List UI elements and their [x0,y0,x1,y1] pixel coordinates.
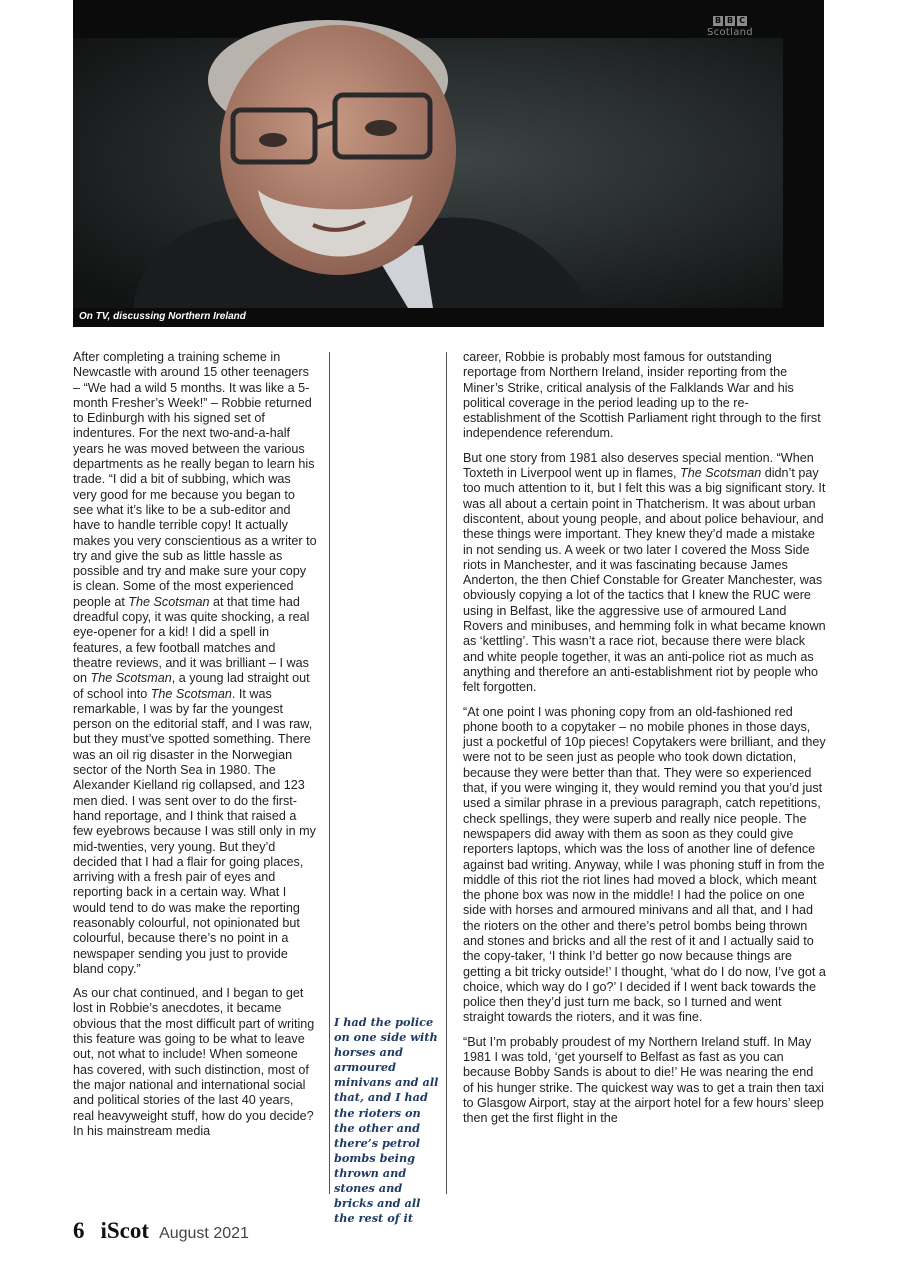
paragraph: But one story from 1981 also deserves special mention. “When Toxteth in Liverpool went up in flames, The Scotsman didn’t pay too much attention to it, but I felt this was a big significant story. It was all about a certain point in Thatcherism. It was about urban discontent, about young people, and about police behaviour, and these things were important. They knew they’d made a mistake in not sending us. A week or two later I covered the Moss Side riots in Manchester, and it was fascinating because James Anderton, the then Chief Constable for Greater Manchester, was obviously copying a lot of the tactics that I knew the RUC were using in Belfast, like the aggressive use of armoured Land Rovers and minibuses, and hemming folk in what became known as ‘kettling’. This wasn’t a race riot, because there were black and white people together, it was an anti-police riot as much as anything and therefore an anti-establishment riot by people who felt forgotten. [463,450,826,695]
article-column-right [463,350,826,1136]
photo-caption: On TV, discussing Northern Ireland [79,311,246,322]
article-column-left [73,350,317,1148]
column-divider [446,352,447,1194]
page-footer [73,1218,249,1244]
page-number: 6 [73,1218,85,1243]
logo-subtitle: Scotland [707,27,753,38]
tv-still-photo [73,0,824,327]
magazine-title: iScot [100,1218,150,1243]
broadcaster-logo [706,16,754,38]
logo-box: B [726,16,734,25]
man-portrait-illustration [73,0,824,327]
paragraph: As our chat continued, and I began to get lost in Robbie’s anecdotes, it became obvious that the most difficult part of writing this feature was going to be what to leave out, not what to include! When someone has covered, with such distinction, most of the major national and international social and political stories of the last 40 years, real heavyweight stuff, how do you decide? In his mainstream media [73,986,315,1138]
paragraph: After completing a training scheme in Newcastle with around 15 other teenagers – “We had a wild 5 months. It was like a 5-month Fresher’s Week!” – Robbie returned to Edinburgh with his signed set of indentures. For the next two-and-a-half years he was moved between the various departments as he really began to learn his trade. “I did a bit of subbing, which was very good for me because you began to see what it’s like to be a sub-editor and have to handle terrible copy! It actually makes you very conscientious as a writer to try and give the sub as little hassle as possible and try and make sure your copy is clean. Some of the most experienced people at The Scotsman at that time had dreadful copy, it was quite shocking, a real eye-opener for a kid! I did a spell in features, a few football matches and theatre reviews, and it was brilliant – I was on The Scotsman, a young lad straight out of school into The Scotsman. It was remarkable, I was by far the youngest person on the editorial staff, and I was raw, but they must’ve spotted something. There was an oil rig disaster in the Norwegian sector of the North Sea in 1980. The Alexander Kielland rig collapsed, and 123 men died. I was sent over to do the first-hand reportage, and I think that raised a few eyebrows because I was still only in my mid-twenties, very young. But they’d decided that I had a flair for going places, arriving with a fresh pair of eyes and reporting back in a certain way. What I would tend to do was make the reporting reasonably colourful, not opinionated but colourful, because there’s no point in a newspaper sending you just to provide bland copy.” [73,350,317,976]
paragraph: “At one point I was phoning copy from an old-fashioned red phone booth to a copytaker – no mobile phones in those days, just a pocketful of 10p pieces! Copytakers were brilliant, and they were not to be seen just as people who took down dictation, because they were better than that. They were so experienced that, if you were winging it, they would remind you that you’d just used a similar phrase in a previous paragraph, catch repetitions, check spellings, they were superb and really nice people. The newspapers did away with them as soon as they could give reporters laptops, which was the loss of another line of defence against bad writing. Anyway, while I was phoning stuff in from the middle of this riot the riot lines had moved a block, which meant the phone box was now in the middle! I had the police on one side with horses and armoured minivans and all that, and I had the rioters on the other and there’s petrol bombs being thrown and stones and bricks and all the rest of it and I actually said to the copy-taker, ‘I think I’d better go now because things are getting a bit tricky outside!’ I thought, ‘what do I do now, I’ve got a choice, which way do I go?’ I decided if I went back towards the police then they’d just turn me back, so I turned and went straight towards the rioters, and it was fine. [463,704,826,1025]
paragraph: “But I’m probably proudest of my Northern Ireland stuff. In May 1981 I was told, ‘get yourself to Belfast as fast as you can because Bobby Sands is about to die!’ He was nearing the end of his hunger strike. The quickest way was to get a train then taxi to Glasgow Airport, stay at the airport hotel for a few hours’ sleep then get the first flight in the [463,1034,824,1126]
paragraph: career, Robbie is probably most famous for outstanding reportage from Northern Ireland, insider reporting from the Miner’s Strike, critical analysis of the Falklands War and his political coverage in the period leading up to the re-establishment of the Scottish Parliament right through to the first independence referendum. [463,350,821,441]
column-divider [329,352,330,1194]
logo-box: C [737,16,747,26]
pull-quote: I had the police on one side with horses and armoured minivans and all that, and I had the rioters on the other and there’s petrol bombs being thrown and stones and bricks and all the rest of it [334,1015,439,1226]
logo-box: B [714,16,722,25]
issue-date: August 2021 [159,1225,249,1242]
